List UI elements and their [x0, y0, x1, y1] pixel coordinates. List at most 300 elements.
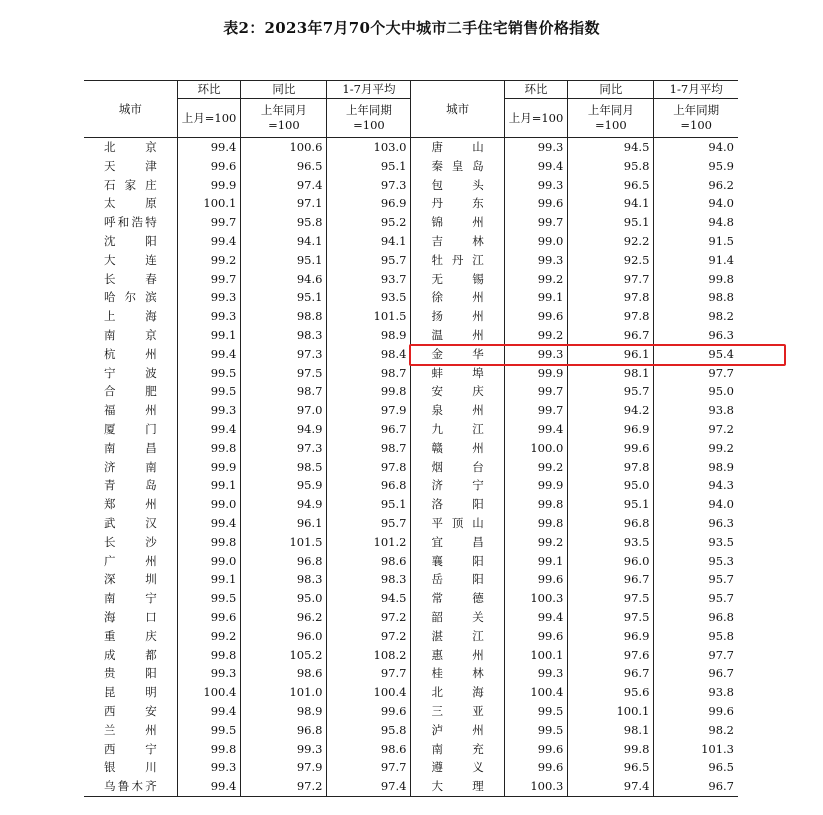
city-name-left: 成都 [84, 646, 177, 665]
header-avg-left: 1-7月平均 [327, 81, 411, 99]
city-name-left: 宁波 [84, 364, 177, 383]
city-name-left: 武汉 [84, 514, 177, 533]
tongbi-value-left: 94.6 [241, 270, 327, 289]
city-name-left: 兰州 [84, 721, 177, 740]
huanbi-value-left: 99.5 [177, 589, 241, 608]
city-name-left: 石家庄 [84, 176, 177, 195]
table-row [84, 683, 738, 702]
header-huanbi-base-right: 上月=100 [504, 99, 568, 138]
table-row [84, 627, 738, 646]
avg-value-left: 98.9 [327, 326, 411, 345]
city-name-left: 上海 [84, 307, 177, 326]
huanbi-value-left: 99.3 [177, 401, 241, 420]
huanbi-value-left: 99.4 [177, 777, 241, 796]
avg-value-right: 93.8 [708, 685, 734, 700]
table-row [84, 382, 738, 401]
avg-value-right: 95.7 [708, 572, 734, 587]
huanbi-value-left: 99.5 [177, 721, 241, 740]
huanbi-value-left: 99.9 [177, 176, 241, 195]
city-name-right: 泸州 [411, 721, 504, 740]
table-row [84, 758, 738, 777]
avg-value-left: 101.5 [327, 307, 411, 326]
avg-value-right: 99.8 [708, 271, 734, 286]
huanbi-value-right: 99.6 [504, 627, 568, 646]
avg-value-right: 94.0 [708, 497, 734, 512]
huanbi-value-right: 99.6 [504, 307, 568, 326]
city-name-right: 韶关 [411, 608, 504, 627]
huanbi-value-left: 99.8 [177, 740, 241, 759]
avg-value-left: 95.8 [327, 721, 411, 740]
header-huanbi-base-left: 上月=100 [177, 99, 241, 138]
huanbi-value-right: 99.3 [504, 138, 568, 157]
avg-value-right: 98.2 [708, 722, 734, 737]
city-name-right: 桂林 [411, 664, 504, 683]
huanbi-value-left: 99.4 [177, 345, 241, 364]
city-name-left: 福州 [84, 401, 177, 420]
huanbi-value-right: 99.4 [504, 420, 568, 439]
huanbi-value-right: 99.6 [504, 758, 568, 777]
avg-value-left: 98.4 [327, 345, 411, 364]
city-name-left: 南京 [84, 326, 177, 345]
table-row [84, 476, 738, 495]
city-name-right: 锦州 [411, 213, 504, 232]
huanbi-value-left: 99.6 [177, 608, 241, 627]
tongbi-value-right: 96.7 [568, 570, 654, 589]
city-name-left: 青岛 [84, 476, 177, 495]
table-row [84, 570, 738, 589]
table-row [84, 176, 738, 195]
city-name-right: 赣州 [411, 439, 504, 458]
city-name-left: 长春 [84, 270, 177, 289]
avg-value-left: 96.8 [327, 476, 411, 495]
huanbi-value-right: 99.1 [504, 288, 568, 307]
huanbi-value-left: 99.5 [177, 382, 241, 401]
header-tongbi-base-left: 上年同月 =100 [241, 99, 327, 138]
header-avg-base-left: 上年同期 =100 [327, 99, 411, 138]
huanbi-value-left: 99.4 [177, 702, 241, 721]
avg-value-right: 101.3 [701, 741, 734, 756]
table-row [84, 589, 738, 608]
huanbi-value-right: 99.6 [504, 570, 568, 589]
huanbi-value-left: 99.7 [177, 213, 241, 232]
avg-value-right: 94.3 [708, 478, 734, 493]
avg-value-left: 96.9 [327, 194, 411, 213]
tongbi-value-left: 96.0 [241, 627, 327, 646]
tongbi-value-left: 98.6 [241, 664, 327, 683]
avg-value-right: 98.2 [708, 309, 734, 324]
tongbi-value-left: 96.1 [241, 514, 327, 533]
avg-value-right: 96.2 [708, 177, 734, 192]
city-name-left: 天津 [84, 157, 177, 176]
header-city-left: 城市 [84, 81, 177, 138]
avg-value-right: 97.2 [708, 421, 734, 436]
huanbi-value-right: 99.8 [504, 514, 568, 533]
tongbi-value-right: 97.4 [568, 777, 654, 796]
avg-value-left: 97.7 [327, 664, 411, 683]
tongbi-value-right: 94.1 [568, 194, 654, 213]
table-row [84, 646, 738, 665]
table-row [84, 345, 738, 364]
tongbi-value-right: 96.8 [568, 514, 654, 533]
huanbi-value-left: 99.3 [177, 307, 241, 326]
avg-value-right: 97.7 [708, 647, 734, 662]
huanbi-value-right: 99.6 [504, 194, 568, 213]
avg-value-left: 93.5 [327, 288, 411, 307]
tongbi-value-right: 95.7 [568, 382, 654, 401]
avg-value-right: 96.7 [708, 779, 734, 794]
tongbi-value-right: 95.8 [568, 157, 654, 176]
huanbi-value-left: 99.6 [177, 157, 241, 176]
tongbi-value-left: 95.0 [241, 589, 327, 608]
huanbi-value-right: 99.4 [504, 157, 568, 176]
tongbi-value-left: 101.5 [241, 533, 327, 552]
avg-value-left: 99.6 [327, 702, 411, 721]
huanbi-value-left: 99.4 [177, 420, 241, 439]
city-name-left: 呼和浩特 [84, 213, 177, 232]
avg-value-right: 98.9 [708, 459, 734, 474]
tongbi-value-right: 95.0 [568, 476, 654, 495]
tongbi-value-right: 100.1 [568, 702, 654, 721]
tongbi-value-left: 95.1 [241, 251, 327, 270]
header-tongbi-right: 同比 [568, 81, 654, 99]
table-row [84, 307, 738, 326]
avg-value-left: 98.6 [327, 552, 411, 571]
tongbi-value-left: 96.2 [241, 608, 327, 627]
city-name-right: 三亚 [411, 702, 504, 721]
huanbi-value-left: 99.3 [177, 288, 241, 307]
avg-value-left: 108.2 [327, 646, 411, 665]
huanbi-value-right: 99.2 [504, 533, 568, 552]
city-name-left: 西安 [84, 702, 177, 721]
tongbi-value-left: 94.9 [241, 495, 327, 514]
tongbi-value-left: 97.0 [241, 401, 327, 420]
tongbi-value-left: 101.0 [241, 683, 327, 702]
tongbi-value-left: 97.9 [241, 758, 327, 777]
city-name-left: 西宁 [84, 740, 177, 759]
table-row [84, 608, 738, 627]
table-row [84, 664, 738, 683]
table-row [84, 401, 738, 420]
header-avg-right: 1-7月平均 [654, 81, 738, 99]
huanbi-value-right: 99.0 [504, 232, 568, 251]
avg-value-right: 95.7 [708, 591, 734, 606]
avg-value-left: 95.2 [327, 213, 411, 232]
header-city-right: 城市 [411, 81, 504, 138]
huanbi-value-left: 99.4 [177, 232, 241, 251]
city-name-right: 大理 [411, 777, 504, 796]
table-row [84, 288, 738, 307]
city-name-left: 大连 [84, 251, 177, 270]
avg-value-right: 94.8 [708, 215, 734, 230]
table-row [84, 777, 738, 796]
huanbi-value-right: 99.3 [504, 664, 568, 683]
city-name-left: 厦门 [84, 420, 177, 439]
avg-value-right: 99.2 [708, 440, 734, 455]
tongbi-value-right: 92.2 [568, 232, 654, 251]
huanbi-value-left: 99.3 [177, 664, 241, 683]
avg-value-right: 93.8 [708, 403, 734, 418]
huanbi-value-right: 99.1 [504, 552, 568, 571]
avg-value-left: 98.7 [327, 439, 411, 458]
tongbi-value-right: 96.9 [568, 627, 654, 646]
huanbi-value-right: 99.7 [504, 213, 568, 232]
avg-value-right: 91.4 [708, 252, 734, 267]
table-row [84, 232, 738, 251]
avg-value-right: 98.8 [708, 290, 734, 305]
huanbi-value-right: 99.9 [504, 364, 568, 383]
city-name-right: 洛阳 [411, 495, 504, 514]
huanbi-value-right: 100.3 [504, 777, 568, 796]
huanbi-value-left: 99.8 [177, 646, 241, 665]
avg-value-left: 97.9 [327, 401, 411, 420]
tongbi-value-right: 95.1 [568, 213, 654, 232]
header-tongbi-left: 同比 [241, 81, 327, 99]
tongbi-value-left: 98.9 [241, 702, 327, 721]
table-row [84, 458, 738, 477]
header-avg-base-right: 上年同期 =100 [654, 99, 738, 138]
city-name-right: 唐山 [411, 138, 504, 157]
tongbi-value-right: 96.7 [568, 664, 654, 683]
tongbi-value-left: 98.3 [241, 570, 327, 589]
table-row [84, 326, 738, 345]
table-row [84, 740, 738, 759]
city-name-left: 长沙 [84, 533, 177, 552]
table-row [84, 251, 738, 270]
city-name-right: 湛江 [411, 627, 504, 646]
city-name-right: 岳阳 [411, 570, 504, 589]
tongbi-value-right: 96.1 [568, 345, 654, 364]
tongbi-value-left: 98.5 [241, 458, 327, 477]
city-name-left: 乌鲁木齐 [84, 777, 177, 796]
city-name-right: 金华 [411, 345, 504, 364]
tongbi-value-right: 96.7 [568, 326, 654, 345]
huanbi-value-right: 100.4 [504, 683, 568, 702]
city-name-right: 宜昌 [411, 533, 504, 552]
huanbi-value-right: 99.9 [504, 476, 568, 495]
city-name-right: 牡丹江 [411, 251, 504, 270]
table-row [84, 194, 738, 213]
tongbi-value-left: 98.7 [241, 382, 327, 401]
city-name-right: 泉州 [411, 401, 504, 420]
huanbi-value-left: 99.2 [177, 627, 241, 646]
city-name-right: 遵义 [411, 758, 504, 777]
avg-value-left: 95.7 [327, 251, 411, 270]
table-row [84, 721, 738, 740]
avg-value-left: 100.4 [327, 683, 411, 702]
avg-value-right: 99.6 [708, 703, 734, 718]
huanbi-value-right: 99.6 [504, 740, 568, 759]
city-name-left: 广州 [84, 552, 177, 571]
avg-value-left: 99.8 [327, 382, 411, 401]
city-name-left: 海口 [84, 608, 177, 627]
tongbi-value-right: 94.2 [568, 401, 654, 420]
huanbi-value-left: 100.4 [177, 683, 241, 702]
avg-value-right: 95.4 [708, 346, 734, 361]
tongbi-value-right: 99.8 [568, 740, 654, 759]
huanbi-value-left: 99.0 [177, 552, 241, 571]
tongbi-value-right: 98.1 [568, 721, 654, 740]
avg-value-right: 97.7 [708, 365, 734, 380]
header-tongbi-base-right: 上年同月 =100 [568, 99, 654, 138]
avg-value-right: 96.3 [708, 327, 734, 342]
huanbi-value-right: 99.5 [504, 721, 568, 740]
avg-value-left: 95.1 [327, 157, 411, 176]
avg-value-left: 95.7 [327, 514, 411, 533]
avg-value-left: 103.0 [327, 138, 411, 157]
avg-value-left: 94.5 [327, 589, 411, 608]
city-name-right: 安庆 [411, 382, 504, 401]
huanbi-value-right: 99.5 [504, 702, 568, 721]
city-name-left: 杭州 [84, 345, 177, 364]
tongbi-value-left: 95.1 [241, 288, 327, 307]
tongbi-value-right: 97.8 [568, 307, 654, 326]
city-name-right: 九江 [411, 420, 504, 439]
city-name-right: 蚌埠 [411, 364, 504, 383]
city-name-right: 吉林 [411, 232, 504, 251]
tongbi-value-left: 94.1 [241, 232, 327, 251]
price-index-table [84, 80, 738, 797]
huanbi-value-left: 99.4 [177, 138, 241, 157]
avg-value-right: 95.9 [708, 158, 734, 173]
tongbi-value-right: 99.6 [568, 439, 654, 458]
tongbi-value-right: 97.8 [568, 288, 654, 307]
huanbi-value-right: 99.2 [504, 270, 568, 289]
tongbi-value-right: 94.5 [568, 138, 654, 157]
huanbi-value-right: 99.3 [504, 176, 568, 195]
tongbi-value-left: 97.5 [241, 364, 327, 383]
avg-value-right: 96.3 [708, 515, 734, 530]
city-name-left: 哈尔滨 [84, 288, 177, 307]
tongbi-value-left: 96.8 [241, 721, 327, 740]
huanbi-value-left: 99.1 [177, 326, 241, 345]
avg-value-left: 95.1 [327, 495, 411, 514]
city-name-right: 常德 [411, 589, 504, 608]
avg-value-right: 94.0 [708, 140, 734, 154]
tongbi-value-right: 95.1 [568, 495, 654, 514]
tongbi-value-left: 97.1 [241, 194, 327, 213]
tongbi-value-left: 97.3 [241, 439, 327, 458]
table-title: 表2：2023年7月70个大中城市二手住宅销售价格指数 [223, 19, 600, 37]
city-name-left: 昆明 [84, 683, 177, 702]
avg-value-left: 98.6 [327, 740, 411, 759]
tongbi-value-right: 96.5 [568, 176, 654, 195]
city-name-left: 北京 [84, 138, 177, 157]
avg-value-left: 97.2 [327, 608, 411, 627]
huanbi-value-left: 99.8 [177, 439, 241, 458]
city-name-right: 秦皇岛 [411, 157, 504, 176]
avg-value-right: 95.3 [708, 553, 734, 568]
tongbi-value-right: 93.5 [568, 533, 654, 552]
tongbi-value-right: 97.8 [568, 458, 654, 477]
huanbi-value-right: 99.2 [504, 458, 568, 477]
huanbi-value-left: 99.9 [177, 458, 241, 477]
city-name-right: 扬州 [411, 307, 504, 326]
tongbi-value-left: 97.2 [241, 777, 327, 796]
table-row [84, 213, 738, 232]
huanbi-value-left: 99.7 [177, 270, 241, 289]
avg-value-left: 97.4 [327, 777, 411, 796]
avg-value-left: 97.2 [327, 627, 411, 646]
avg-value-right: 91.5 [708, 233, 734, 248]
avg-value-left: 93.7 [327, 270, 411, 289]
tongbi-value-left: 97.4 [241, 176, 327, 195]
table-row [84, 533, 738, 552]
huanbi-value-right: 99.7 [504, 401, 568, 420]
avg-value-left: 97.7 [327, 758, 411, 777]
avg-value-left: 98.3 [327, 570, 411, 589]
tongbi-value-right: 97.7 [568, 270, 654, 289]
city-name-right: 丹东 [411, 194, 504, 213]
avg-value-right: 95.0 [708, 384, 734, 399]
city-name-right: 南充 [411, 740, 504, 759]
city-name-right: 济宁 [411, 476, 504, 495]
huanbi-value-right: 99.3 [504, 251, 568, 270]
huanbi-value-left: 99.2 [177, 251, 241, 270]
huanbi-value-right: 100.3 [504, 589, 568, 608]
table-row [84, 138, 738, 157]
avg-value-left: 97.8 [327, 458, 411, 477]
avg-value-left: 97.3 [327, 176, 411, 195]
header-huanbi-left: 环比 [177, 81, 241, 99]
table-row [84, 157, 738, 176]
table-row [84, 702, 738, 721]
tongbi-value-left: 96.5 [241, 157, 327, 176]
table-row [84, 270, 738, 289]
tongbi-value-left: 100.6 [241, 138, 327, 157]
city-name-right: 平顶山 [411, 514, 504, 533]
city-name-right: 包头 [411, 176, 504, 195]
city-name-right: 无锡 [411, 270, 504, 289]
huanbi-value-right: 99.7 [504, 382, 568, 401]
huanbi-value-left: 99.0 [177, 495, 241, 514]
city-name-right: 温州 [411, 326, 504, 345]
avg-value-left: 101.2 [327, 533, 411, 552]
avg-value-left: 96.7 [327, 420, 411, 439]
tongbi-value-left: 97.3 [241, 345, 327, 364]
tongbi-value-left: 105.2 [241, 646, 327, 665]
tongbi-value-left: 95.8 [241, 213, 327, 232]
city-name-right: 惠州 [411, 646, 504, 665]
tongbi-value-left: 96.8 [241, 552, 327, 571]
tongbi-value-right: 95.6 [568, 683, 654, 702]
table-row [84, 495, 738, 514]
huanbi-value-left: 100.1 [177, 194, 241, 213]
huanbi-value-left: 99.1 [177, 476, 241, 495]
tongbi-value-right: 97.5 [568, 608, 654, 627]
avg-value-left: 94.1 [327, 232, 411, 251]
avg-value-right: 93.5 [708, 534, 734, 549]
table-row [84, 420, 738, 439]
tongbi-value-right: 97.6 [568, 646, 654, 665]
avg-value-right: 96.5 [708, 760, 734, 775]
tongbi-value-right: 96.0 [568, 552, 654, 571]
huanbi-value-right: 100.0 [504, 439, 568, 458]
table-row [84, 552, 738, 571]
tongbi-value-left: 94.9 [241, 420, 327, 439]
city-name-left: 重庆 [84, 627, 177, 646]
city-name-left: 郑州 [84, 495, 177, 514]
huanbi-value-right: 99.2 [504, 326, 568, 345]
avg-value-right: 94.0 [708, 196, 734, 211]
avg-value-left: 98.7 [327, 364, 411, 383]
avg-value-right: 96.7 [708, 666, 734, 681]
city-name-left: 银川 [84, 758, 177, 777]
city-name-right: 北海 [411, 683, 504, 702]
huanbi-value-left: 99.5 [177, 364, 241, 383]
tongbi-value-left: 99.3 [241, 740, 327, 759]
huanbi-value-left: 99.8 [177, 533, 241, 552]
city-name-left: 太原 [84, 194, 177, 213]
